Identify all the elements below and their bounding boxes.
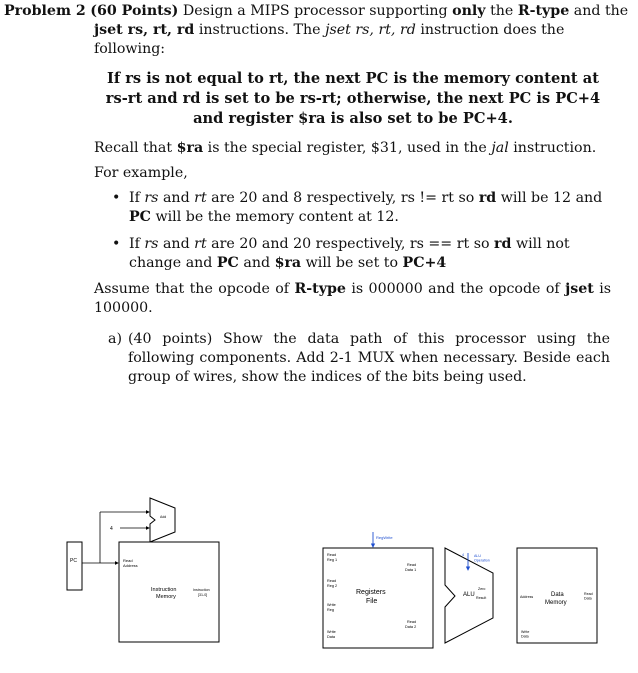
intro-text-2: instructions. The (198, 22, 321, 38)
assume-rtype: R-type (294, 281, 346, 297)
dm-write-data-label: Write Data (521, 630, 530, 639)
b2-if: If (129, 236, 140, 252)
b2-are: are 20 and 20 respectively, rs == rt so (211, 236, 490, 252)
b2-and3: and (243, 255, 271, 271)
adder-label: Add (160, 515, 167, 519)
read-data2-label: Read Data 2 (405, 620, 417, 629)
imem-label: Instruction Memory (151, 587, 177, 600)
b2-pc4: PC+4 (402, 255, 447, 271)
b1-rt: rt (194, 190, 207, 206)
jset-italic: jset rs, rt, rd (325, 22, 416, 38)
pc-label: PC (70, 558, 77, 564)
b1-and: and (162, 190, 190, 206)
b1-pc: PC (129, 209, 151, 225)
pc-adder (150, 498, 175, 542)
recall-post: instruction. (513, 140, 597, 156)
b2-rt: rt (194, 236, 207, 252)
intro-the: the (490, 3, 514, 19)
intro-text-1: Design a MIPS processor supporting (182, 3, 448, 19)
jset-instruction: jset rs, rt, rd (94, 22, 195, 38)
b1-if: If (129, 190, 140, 206)
write-reg-label: Write Reg (327, 603, 336, 612)
zero-label: Zero (478, 587, 486, 591)
register-file (323, 548, 433, 648)
recall-jal: jal (491, 140, 509, 156)
read-reg1-label: Read Reg 1 (327, 553, 338, 562)
b1-rd: rd (478, 190, 497, 206)
dm-read-data-label: Read Data (584, 592, 593, 601)
b1-rs: rs (144, 190, 159, 206)
registers-file-label: Registers File (356, 589, 386, 605)
b2-and2: and (185, 255, 213, 271)
read-reg2-label: Read Reg 2 (327, 579, 338, 588)
read-address-label: Read Address (123, 558, 138, 568)
definition-line-3: and register $ra is also set to be PC+4. (193, 110, 513, 127)
address-label: Address (520, 595, 534, 599)
bullet-dot: • (112, 236, 121, 252)
b1-will: will be 12 and (500, 190, 603, 206)
recall-ra: $ra (176, 140, 204, 156)
b2-will: will not change (129, 236, 570, 271)
intro-and: and the (573, 3, 629, 19)
const4-label: 4 (110, 526, 113, 532)
for-example: For example, (94, 165, 188, 181)
b2-pc: PC (216, 255, 239, 271)
intro-text-3: instruction does the following: (94, 22, 565, 57)
write-data-label: Write Data (327, 630, 336, 639)
rtype-emph: R-type (517, 3, 570, 19)
result-label: Result (476, 596, 487, 600)
b1-rest: will be the memory content at 12. (155, 209, 399, 225)
only-emph: only (452, 3, 486, 19)
b2-rest: will be set to (305, 255, 399, 271)
b2-ra: $ra (274, 255, 302, 271)
problem-number: Problem 2 (4, 3, 86, 19)
bullet-dot: • (112, 190, 121, 206)
part-a-label: a) (108, 331, 122, 347)
definition-line-2: rs-rt and rd is set to be rs-rt; otherwise, the next PC is PC+4 (105, 90, 601, 107)
assume-jset: jset (565, 281, 594, 297)
alu-label: ALU (463, 592, 475, 598)
part-a-text: (40 points) Show the data path of this processor using the following components. Add 2-1 MUX when necessary. Beside each group of wires, show the indices of the bits being used. (128, 331, 610, 385)
assume-pre: Assume that the opcode of (94, 281, 290, 297)
instruction-bits-label: Instruction [31-0] (193, 588, 210, 597)
recall-pre: Recall that (94, 140, 173, 156)
b2-rs: rs (144, 236, 159, 252)
definition-line-1: If rs is not equal to rt, the next PC is the memory content at (107, 70, 599, 87)
assume-post: is 100000. (94, 281, 612, 316)
b1-are: are 20 and 8 respectively, rs != rt so (211, 190, 475, 206)
b2-rd: rd (494, 236, 512, 252)
b2-and: and (162, 236, 190, 252)
data-memory-label: Data Memory (545, 592, 567, 606)
alu-operation-width: 4 (462, 553, 464, 557)
assume-mid: is 000000 and the opcode of (351, 281, 560, 297)
pc-register (67, 542, 82, 590)
problem-points: (60 Points) (90, 3, 179, 19)
read-data1-label: Read Data 1 (405, 563, 417, 572)
recall-mid: is the special register, $31, used in the (207, 140, 487, 156)
alu-operation-label: ALU Operation (474, 554, 490, 563)
regwrite-label: RegWrite (376, 535, 393, 540)
